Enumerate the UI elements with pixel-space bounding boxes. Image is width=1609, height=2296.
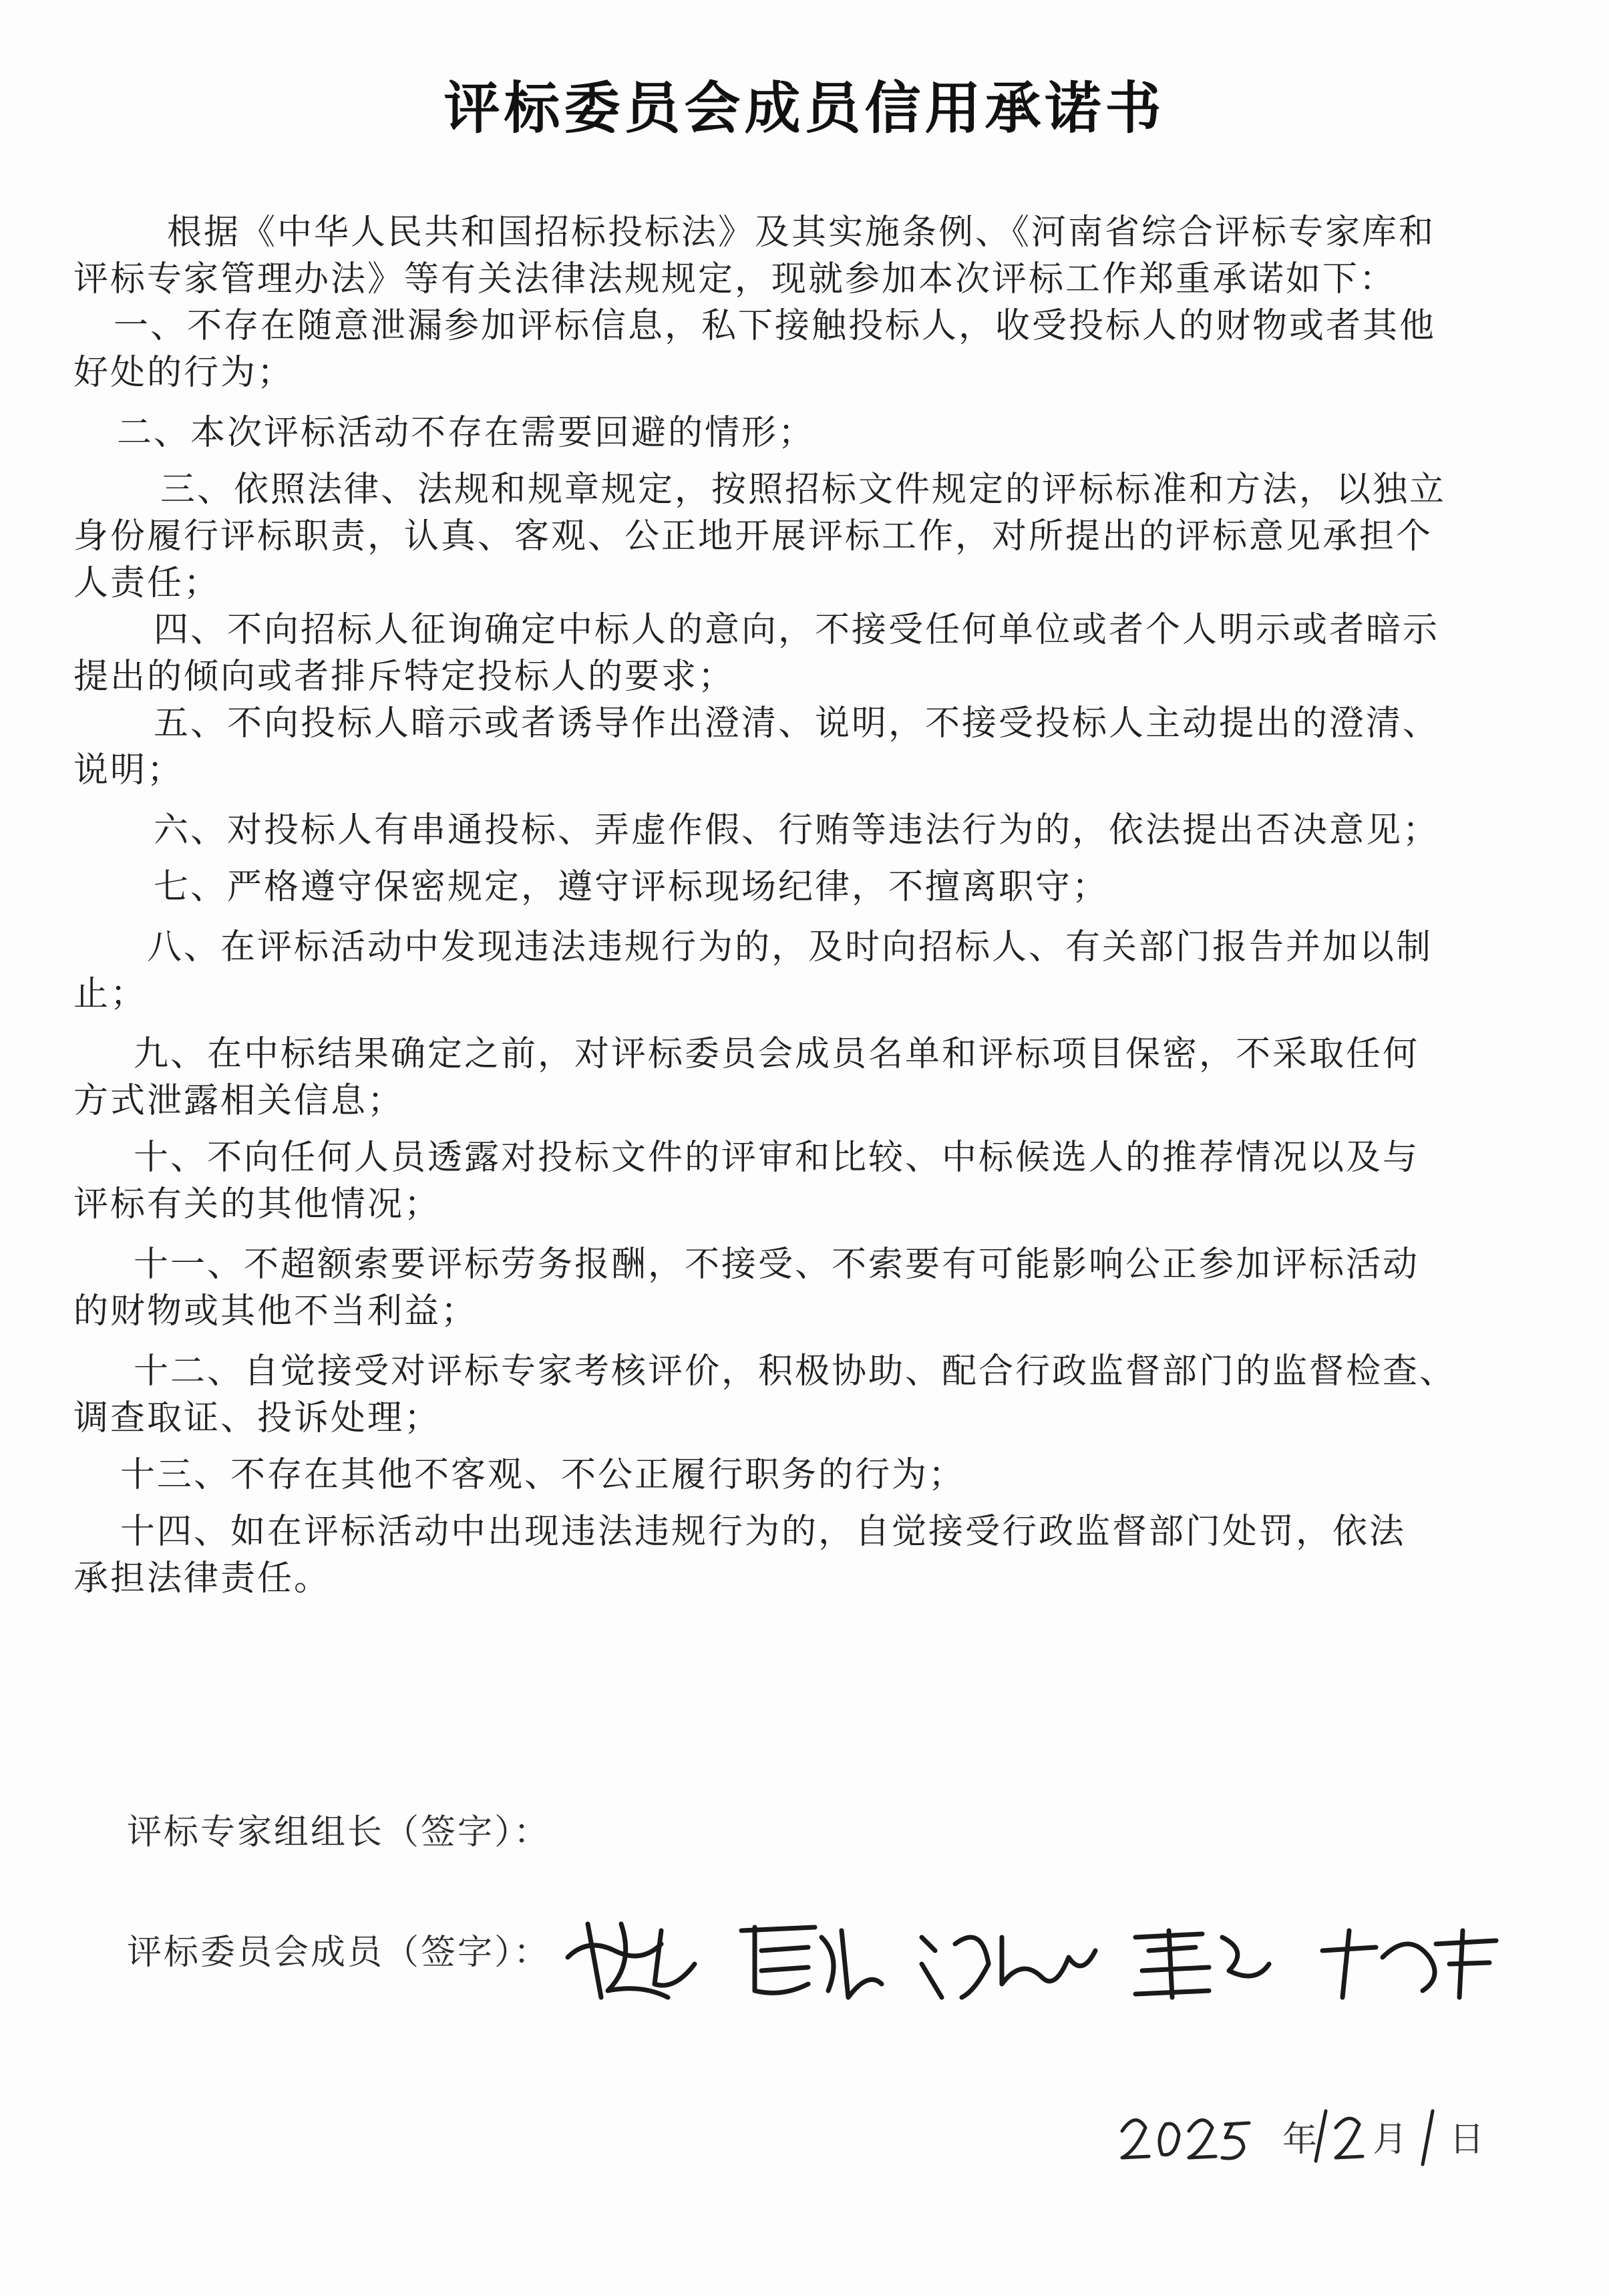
document-line: 方式泄露相关信息； bbox=[73, 1081, 405, 1121]
member-signature-3 bbox=[922, 1937, 1095, 1997]
document-line: 止； bbox=[73, 974, 148, 1014]
document-line: 承担法律责任。 bbox=[73, 1559, 331, 1599]
document-line: 身份履行评标职责，认真、客观、公正地开展评标工作，对所提出的评标意见承担个 bbox=[73, 516, 1433, 556]
document-line: 的财物或其他不当利益； bbox=[73, 1291, 478, 1331]
document-line: 十四、如在评标活动中出现违法违规行为的，自觉接受行政监督部门处罚，依法 bbox=[120, 1512, 1407, 1552]
handwritten-date bbox=[1115, 2098, 1516, 2171]
date-year-handwriting bbox=[1122, 2120, 1249, 2158]
members-signature-label: 评标委员会成员（签字）： bbox=[127, 1933, 551, 1973]
member-signature-2 bbox=[741, 1927, 882, 1997]
document-line: 九、在中标结果确定之前，对评标委员会成员名单和评标项目保密，不采取任何 bbox=[134, 1034, 1420, 1074]
member-signature-1 bbox=[568, 1924, 695, 1997]
document-line: 十三、不存在其他不客观、不公正履行职务的行为； bbox=[120, 1455, 966, 1495]
date-month-char: 月 bbox=[1373, 2120, 1408, 2160]
date-month-handwriting bbox=[1316, 2111, 1363, 2161]
document-line: 十、不向任何人员透露对投标文件的评审和比较、中标候选人的推荐情况以及与 bbox=[134, 1138, 1420, 1178]
document-title: 评标委员会成员信用承诺书 bbox=[443, 75, 1166, 141]
document-line: 四、不向招标人征询确定中标人的意向，不接受任何单位或者个人明示或者暗示 bbox=[154, 610, 1440, 650]
document-line: 五、不向投标人暗示或者诱导作出澄清、说明，不接受投标人主动提出的澄清、 bbox=[154, 703, 1440, 744]
document-line: 根据《中华人民共和国招标投标法》及其实施条例、《河南省综合评标专家库和 bbox=[167, 212, 1436, 253]
document-line: 提出的倾向或者排斥特定投标人的要求； bbox=[73, 657, 735, 697]
document-line: 人责任； bbox=[73, 563, 221, 603]
document-line: 十一、不超额索要评标劳务报酬，不接受、不索要有可能影响公正参加评标活动 bbox=[134, 1245, 1420, 1285]
document-line: 六、对投标人有串通投标、弄虚作假、行贿等违法行为的，依法提出否决意见； bbox=[154, 810, 1440, 850]
document-line: 一、不存在随意泄漏参加评标信息，私下接触投标人，收受投标人的财物或者其他 bbox=[114, 306, 1437, 346]
document-line: 评标专家管理办法》等有关法律法规规定，现就参加本次评标工作郑重承诺如下： bbox=[73, 259, 1397, 299]
document-line: 评标有关的其他情况； bbox=[73, 1184, 441, 1224]
document-line: 二、本次评标活动不存在需要回避的情形； bbox=[117, 413, 816, 453]
member-signature-4 bbox=[1135, 1931, 1269, 1997]
date-day-char: 日 bbox=[1449, 2120, 1485, 2160]
leader-signature-label: 评标专家组组长（签字）： bbox=[127, 1812, 551, 1852]
document-line: 说明； bbox=[73, 750, 184, 790]
date-year-char: 年 bbox=[1282, 2120, 1318, 2160]
member-signatures bbox=[561, 1911, 1509, 2011]
document-line: 调查取证、投诉处理； bbox=[73, 1398, 441, 1438]
document-line: 三、依照法律、法规和规章规定，按照招标文件规定的评标标准和方法，以独立 bbox=[160, 470, 1447, 510]
member-signature-5 bbox=[1322, 1931, 1496, 1997]
document-line: 十二、自觉接受对评标专家考核评价，积极协助、配合行政监督部门的监督检查、 bbox=[134, 1351, 1457, 1391]
document-line: 八、在评标活动中发现违法违规行为的，及时向招标人、有关部门报告并加以制 bbox=[147, 927, 1433, 967]
date-day-handwriting bbox=[1423, 2111, 1433, 2164]
document-line: 好处的行为； bbox=[73, 353, 295, 393]
document-line: 七、严格遵守保密规定，遵守评标现场纪律，不擅离职守； bbox=[154, 867, 1109, 907]
